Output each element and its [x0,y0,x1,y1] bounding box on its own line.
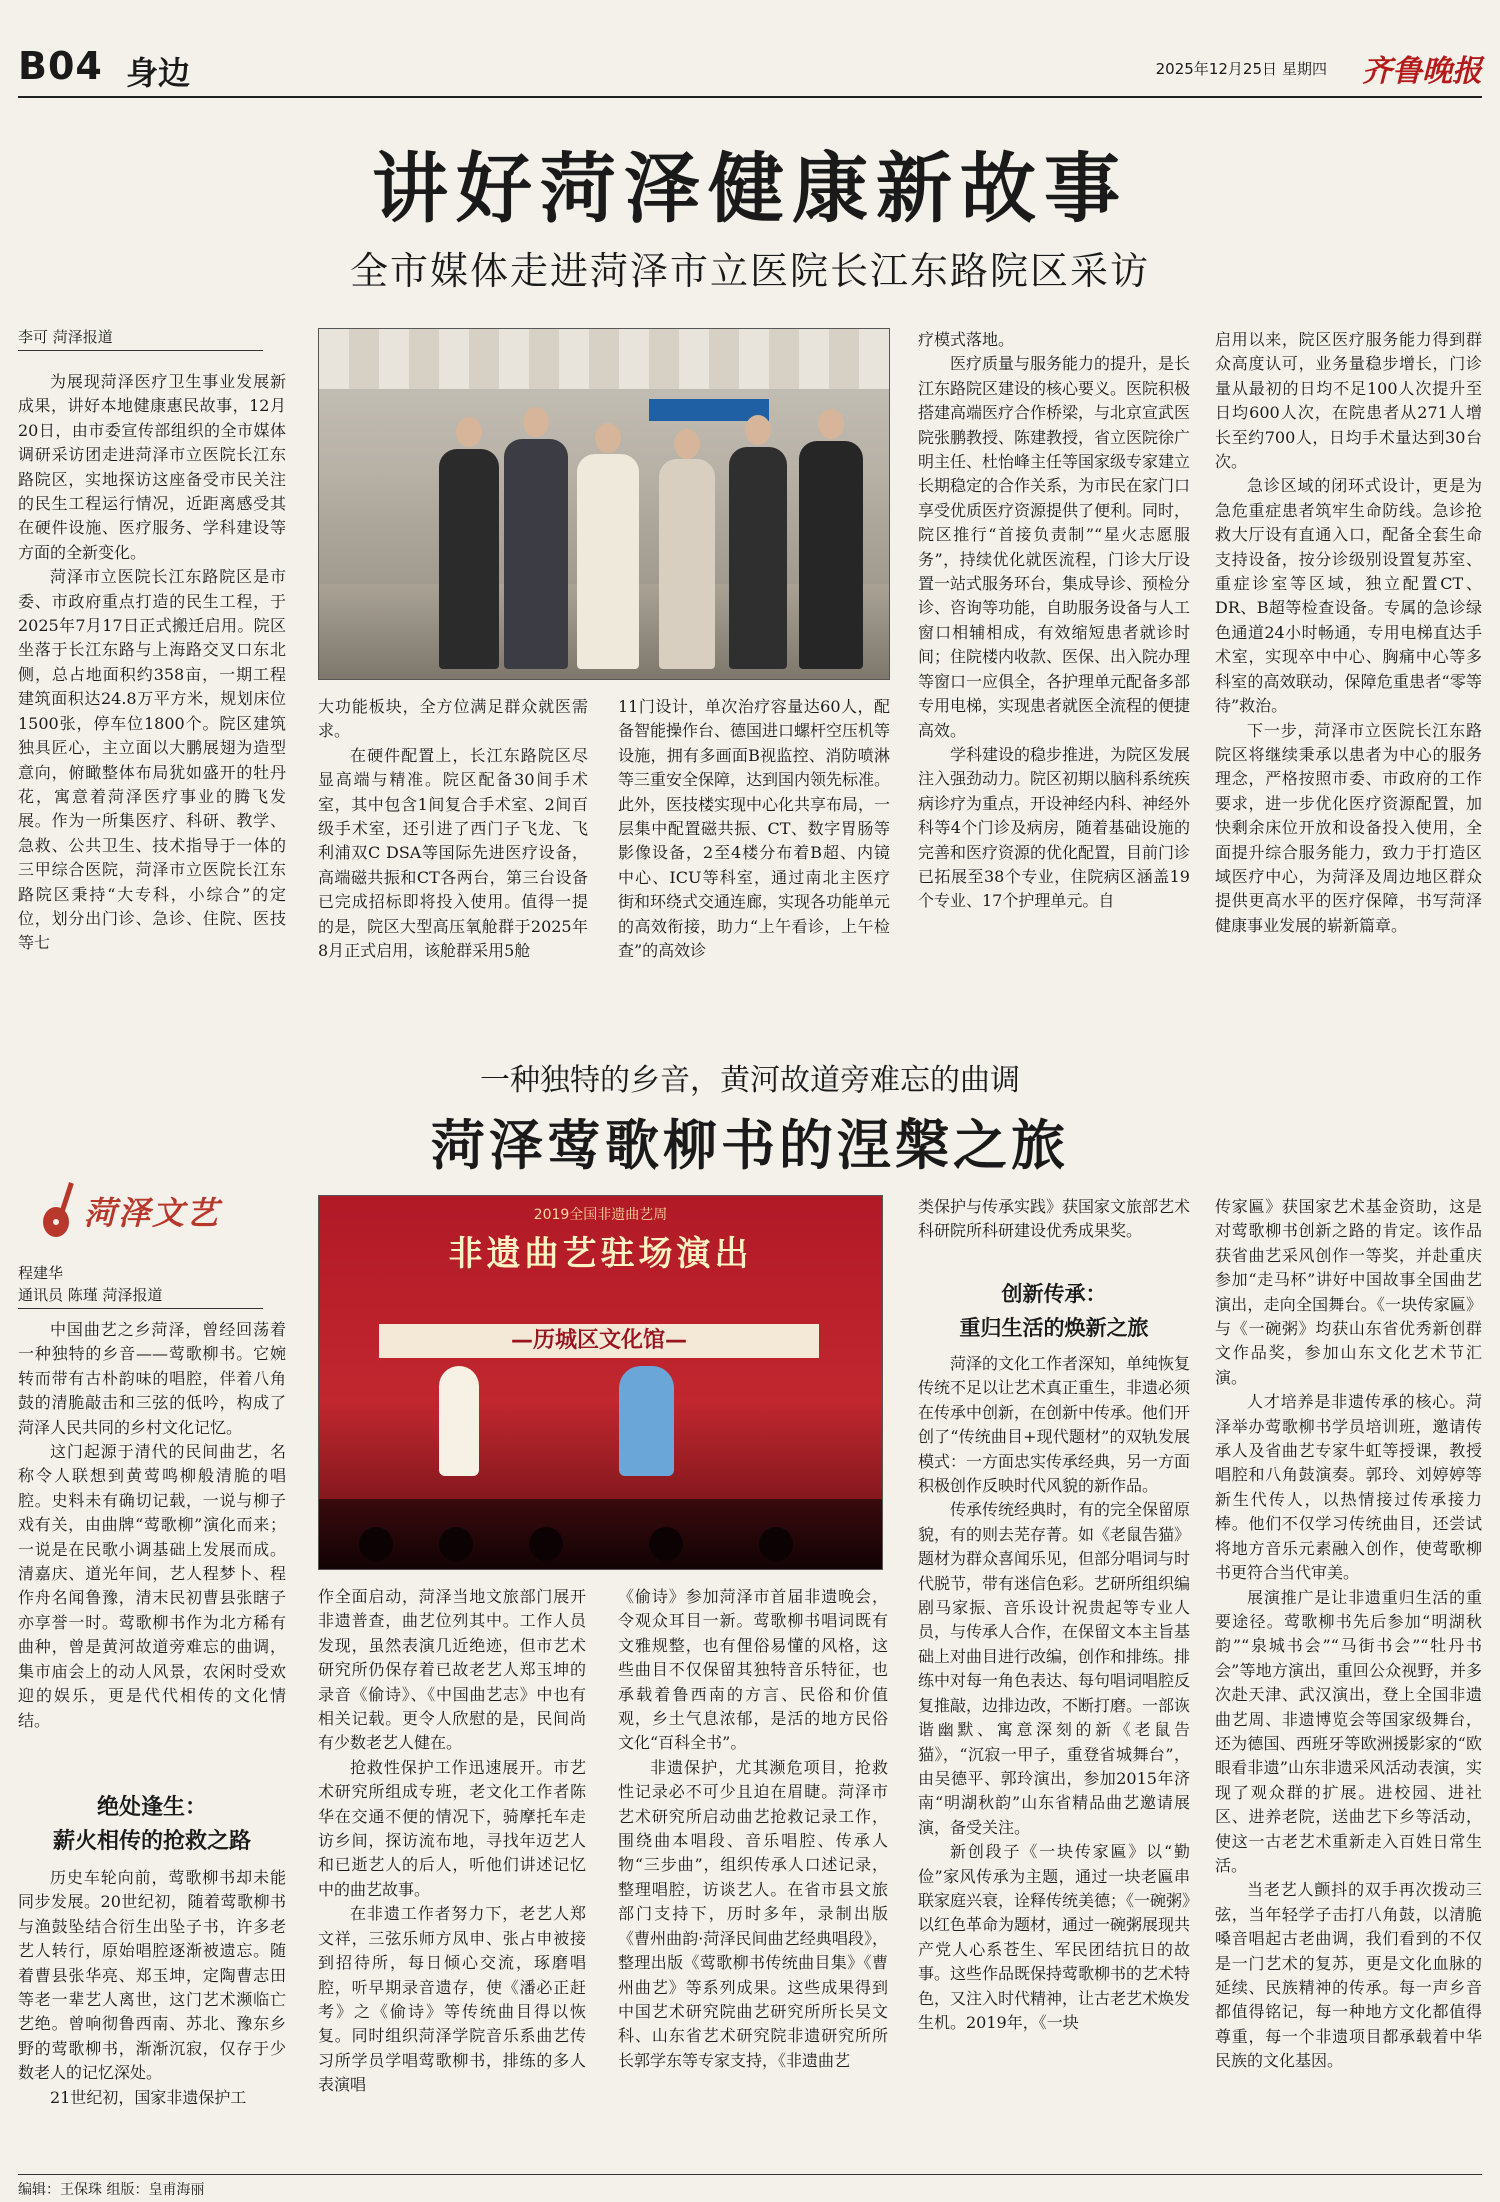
article2-col4a [918,1195,1190,1270]
paragraph: 这门起源于清代的民间曲艺，名称令人联想到黄莺鸣柳般清脆的唱腔。史料未有确切记载，一说与柳子戏有关，由曲牌“莺歌柳”演化而来；一说是在民歌小调基础上发展而成。清嘉庆、道光年间，艺人程梦卜、程作舟名闻鲁豫，清末民初曹县张瞎子亦享誉一时。莺歌柳书作为北方稀有曲种，曾是黄河故道旁难忘的曲调，集市庙会上的动人风景，农闲时受欢迎的娱乐，更是代代相传的文化情结。 [18,1442,286,1730]
article1-col4 [918,328,1190,1035]
section1-heading-a: 绝处逢生： [96,1794,207,1820]
paragraph: 下一步，菏泽市立医院长江东路院区将继续秉承以患者为中心的服务理念，严格按照市委、市政府的工作要求，进一步优化医疗资源配置，加快剩余床位开放和设备投入使用，全面提升综合服务能力，致力于打造区域医疗中心，为菏泽及周边地区群众提供更高水平的医疗保障，书写菏泽健康事业发展的崭新篇章。 [1215,720,1482,935]
paragraph: 菏泽的文化工作者深知，单纯恢复传统不足以让艺术真正重生，非遗必须在传承中创新，在创新中传承。他们开创了“传统曲目+现代题材”的双轨发展模式：一方面忠实传承经典，另一方面积极创作反映时代风貌的新作品。 [918,1354,1190,1496]
paragraph: 医疗质量与服务能力的提升，是长江东路院区建设的核心要义。医院积极搭建高端医疗合作桥梁，与北京宣武医院张鹏教授、陈建教授，省立医院徐广明主任、杜怡峰主任等国家级专家建立长期稳定的合作关系，为市民在家门口享受优质医疗资源提供了便利。同时，院区推行“首接负责制”“星火志愿服务”，持续优化就医流程，门诊大厅设置一站式服务环台，集成导诊、预检分诊、咨询等功能，自助服务设备与人工窗口相辅相成，有效缩短患者就诊时间；住院楼内收款、医保、出入院办理等窗口一应俱全，各护理单元配备多部专用电梯，实现患者就医全流程的便捷高效。 [918,354,1190,740]
opera-performance-photo [318,1195,883,1570]
article2-col5 [1215,1195,1482,2165]
article2-author: 程建华 [18,1264,64,1282]
newspaper-logo: 齐鲁晚报 [1362,54,1482,89]
issue-date: 2025年12月25日 [1155,60,1277,78]
photo-banner-main: 非遗曲艺驻场演出 [448,1234,753,1274]
paragraph: 传承传统经典时，有的完全保留原貌，有的则去芜存菁。如《老鼠告猫》题材为群众喜闻乐见，但部分唱词与时代脱节，带有迷信色彩。艺研所组织编剧马家振、音乐设计祝贵起等专业人员，与传承人合作，在保留文本主旨基础上对曲目进行改编，创作和排练。排练中对每一角色表达、每句唱词唱腔反复推敲，边排边改，不断打磨。一部诙谐幽默、寓意深刻的新《老鼠告猫》，“沉寂一甲子，重登省城舞台”，由吴德平、郭玲演出，参加2015年济南“明湖秋韵”山东省精品曲艺邀请展演，备受关注。 [918,1500,1190,1837]
paragraph: 菏泽市立医院长江东路院区是市委、市政府重点打造的民生工程，于2025年7月17日正式搬迁启用。院区坐落于长江东路与上海路交叉口东北侧，总占地面积约358亩，一期工程建筑面积达24.8万平方米，规划床位1500张，停车位1800个。院区建筑独具匠心，主立面以大鹏展翅为造型意向，俯瞰整体布局犹如盛开的牡丹花，寓意着菏泽医疗事业的腾飞发展。作为一所集医疗、科研、教学、急救、公共卫生、技术指导于一体的三甲综合医院，菏泽市立医院长江东路院区秉持“大专科，小综合”的定位，划分出门诊、急诊、住院、医技等七 [18,567,286,953]
paragraph: 当老艺人颤抖的双手再次拨动三弦，当年轻学子击打八角鼓，以清脆嗓音唱起古老曲调，我们看到的不仅是一门艺术的复苏，更是文化血脉的延续、民族精神的传承。每一声乡音都值得铭记，每一种地方文化都值得尊重，每一个非遗项目都承载着中华民族的文化基因。 [1215,1880,1482,2071]
issue-weekday: 星期四 [1281,60,1327,78]
paragraph: 传家匾》获国家艺术基金资助，这是对莺歌柳书创新之路的肯定。该作品获省曲艺采风创作一等奖，并赴重庆参加“走马杯”讲好中国故事全国曲艺演出，走向全国舞台。《一块传家匾》与《一碗粥》均获山东省优秀新创群文作品奖，参加山东文化艺术节汇演。 [1215,1197,1482,1387]
article1-title: 讲好菏泽健康新故事 [372,144,1128,233]
paragraph: 启用以来，院区医疗服务能力得到群众高度认可，业务量稳步增长，门诊量从最初的日均不足100人次提升至日均600人次，在院患者从271人增长至约700人，日均手术量达到30台次。 [1215,330,1482,472]
article1-byline: 李可 菏泽报道 [18,326,263,351]
paragraph: 在硬件配置上，长江东路院区尽显高端与精准。院区配备30间手术室，其中包含1间复合手术室、2间百级手术室，还引进了西门子飞龙、飞利浦双C DSA等国际先进医疗设备，高端磁共振和CT各两台，第三台设备已完成招标即将投入使用。值得一提的是，院区大型高压氧舱群于2025年8月正式启用，该舱群采用5舱 [318,745,588,961]
article1-col2 [318,695,588,1035]
article2-kicker: 一种独特的乡音，黄河故道旁难忘的曲调 [480,1063,1020,1098]
editor-credits: 编辑：王保珠 组版：皇甫海丽 [18,2174,1482,2199]
paragraph: 为展现菏泽医疗卫生事业发展新成果，讲好本地健康惠民故事，12月20日，由市委宣传部组织的全市媒体调研采访团走进菏泽市立医院长江东路院区，实地探访这座备受市民关注的民生工程运行情况，近距离感受其在硬件设施、医疗服务、学科建设等方面的全新变化。 [18,372,286,562]
section-name: 身边 [126,54,191,92]
article2-col1 [18,1318,286,1783]
pipa-icon [40,1180,80,1240]
paragraph: 在非遗工作者努力下，老艺人郑文祥，三弦乐师方凤申、张占申被接到招待所，每日倾心交流，琢磨唱腔，听早期录音遗存，使《潘必正赶考》之《偷诗》等传统曲目得以恢复。同时组织菏泽学院音乐系曲艺传习所学员学唱莺歌柳书，排练的多人表演唱 [318,1904,586,2095]
paragraph: 历史车轮向前，莺歌柳书却未能同步发展。20世纪初，随着莺歌柳书与渔鼓坠结合衍生出坠子书，许多老艺人转行，原始唱腔逐渐被遗忘。随着曹县张华亮、郑玉坤，定陶曹志田等老一辈艺人离世，这门艺术濒临亡艺绝。曾响彻鲁西南、苏北、豫东乡野的莺歌柳书，渐渐沉寂，仅存于少数老人的记忆深处。 [18,1868,286,2083]
hospital-visit-photo [318,328,890,680]
paragraph: 人才培养是非遗传承的核心。菏泽举办莺歌柳书学员培训班，邀请传承人及省曲艺专家牛虹等授课，教授唱腔和八角鼓演奏。郭玲、刘婷婷等新生代传人，以热情接过传承接力棒。他们不仅学习传统曲目，还尝试将地方音乐元素融入创作，使莺歌柳书更符合当代审美。 [1215,1392,1482,1583]
article1-col3 [618,695,890,1035]
paragraph: 学科建设的稳步推进，为院区发展注入强劲动力。院区初期以脑科系统疾病诊疗为重点，开设神经内科、神经外科等4个门诊及病房，随着基础设施的完善和医疗资源的优化配置，目前门诊已拓展至38个专业，住院病区涵盖19个专业、17个护理单元。自 [918,744,1190,911]
paragraph: 非遗保护，尤其濒危项目，抢救性记录必不可少且迫在眉睫。菏泽市艺术研究所启动曲艺抢救记录工作，围绕曲本唱段、音乐唱腔、传承人物“三步曲”，组织传承人口述记录，整理唱腔，访谈艺人。在省市县文旅部门支持下，历时多年，录制出版《曹州曲韵·菏泽民间曲艺经典唱段》，整理出版《莺歌柳书传统曲目集》《曹州曲艺》等系列成果。这些成果得到中国艺术研究院曲艺研究所所长吴文科、山东省艺术研究院非遗研究所所长郭学东等专家支持，《非遗曲艺 [618,1757,888,2070]
paragraph: 大功能板块，全方位满足群众就医需求。 [318,697,588,741]
article2-col1b [18,1866,286,2166]
photo-banner-top: 2019全国非遗曲艺周 [533,1207,668,1223]
paragraph: 类保护与传承实践》获国家文旅部艺术科研院所科研建设优秀成果奖。 [918,1197,1190,1241]
column-logo-text: 菏泽文艺 [84,1194,221,1232]
section2-heading-b: 重归生活的焕新之旅 [959,1315,1149,1340]
section2-heading-a: 创新传承： [1001,1281,1107,1306]
article1-col5 [1215,328,1482,1035]
article2-title: 菏泽莺歌柳书的涅槃之旅 [431,1113,1069,1177]
paragraph: 11门设计，单次治疗容量达60人，配备智能操作台、德国进口螺杆空压机等设施，拥有多画面B视监控、消防喷淋等三重安全保障，达到国内领先标准。此外，医技楼实现中心化共享布局，一层集中配置磁共振、CT、数字胃肠等影像设备，2至4楼分布着B超、内镜中心、ICU等科室，通过南北主医疗街和环绕式交通连廊，实现各功能单元的高效衔接，助力“上午看诊，上午检查”的高效诊 [618,697,890,961]
paragraph: 作全面启动，菏泽当地文旅部门展开非遗普查，曲艺位列其中。工作人员发现，虽然表演几近绝迹，但市艺术研究所仍保存着已故老艺人郑玉坤的录音《偷诗》、《中国曲艺志》中也有相关记载。更令人欣慰的是，民间尚有少数老艺人健在。 [318,1587,586,1753]
paragraph: 中国曲艺之乡菏泽，曾经回荡着一种独特的乡音——莺歌柳书。它婉转而带有古朴韵味的唱腔，伴着八角鼓的清脆敲击和三弦的低吟，构成了菏泽人民共同的乡村文化记忆。 [18,1320,286,1437]
paragraph: 疗模式落地。 [918,330,1015,349]
column-logo [40,1178,270,1248]
article2-byline: 通讯员 陈瑾 菏泽报道 [18,1284,263,1309]
section1-heading-b: 薪火相传的抢救之路 [52,1828,251,1854]
article2-col2 [318,1585,586,2165]
page-number: B04 [18,44,103,88]
article1-subtitle: 全市媒体走进菏泽市立医院长江东路院区采访 [349,249,1150,293]
article2-col4b [918,1352,1190,2165]
paragraph: 展演推广是让非遗重归生活的重要途径。莺歌柳书先后参加“明湖秋韵”“泉城书会”“马街书会”“牡丹书会”等地方演出，重回公众视野，并多次赴天津、武汉演出，登上全国非遗曲艺周、非遗博览会等国家级舞台，还为德国、西班牙等欧洲援影家的“欧眼看非遗”山东非遗采风活动表演，实现了观众群的扩展。进校园、进社区、进养老院，送曲艺下乡等活动，使这一古老艺术重新走入百姓日常生活。 [1215,1587,1482,1875]
paragraph: 急诊区域的闭环式设计，更是为急危重症患者筑牢生命防线。急诊抢救大厅设有直通入口，配备全套生命支持设备，按分诊级别设置复苏室、重症诊室等区域，独立配置CT、DR、B超等检查设备。专属的急诊绿色通道24小时畅通，专用电梯直达手术室，实现卒中中心、胸痛中心等多科室的高效联动，保障危重患者“零等待”救治。 [1215,476,1482,716]
paragraph: 21世纪初，国家非遗保护工 [50,2087,247,2107]
paragraph: 新创段子《一块传家匾》以“勤俭”家风传承为主题，通过一块老匾串联家庭兴衰，诠释传统美德；《一碗粥》以红色革命为题材，通过一碗粥展现共产党人心系苍生、军民团结抗日的故事。这些作品既保持莺歌柳书的艺术特色，又注入时代精神，让古老艺术焕发生机。2019年，《一块 [918,1842,1190,2032]
article1-col1 [18,370,286,1035]
page-header [18,40,1482,98]
paragraph: 抢救性保护工作迅速展开。市艺术研究所组成专班，老文化工作者陈华在交通不便的情况下，骑摩托车走访乡间，探访流布地，寻找年迈艺人和已逝艺人的后人，听他们讲述记忆中的曲艺故事。 [318,1757,586,1899]
paragraph: 《偷诗》参加菏泽市首届非遗晚会，令观众耳目一新。莺歌柳书唱词既有文雅规整，也有俚俗易懂的风格，这些曲目不仅保留其独特音乐特征，也承载着鲁西南的方言、民俗和价值观，乡土气息浓郁，是活的地方民俗文化“百科全书”。 [618,1587,888,1753]
photo-banner-sub: —历城区文化馆— [379,1324,819,1358]
article2-col3 [618,1585,888,2165]
